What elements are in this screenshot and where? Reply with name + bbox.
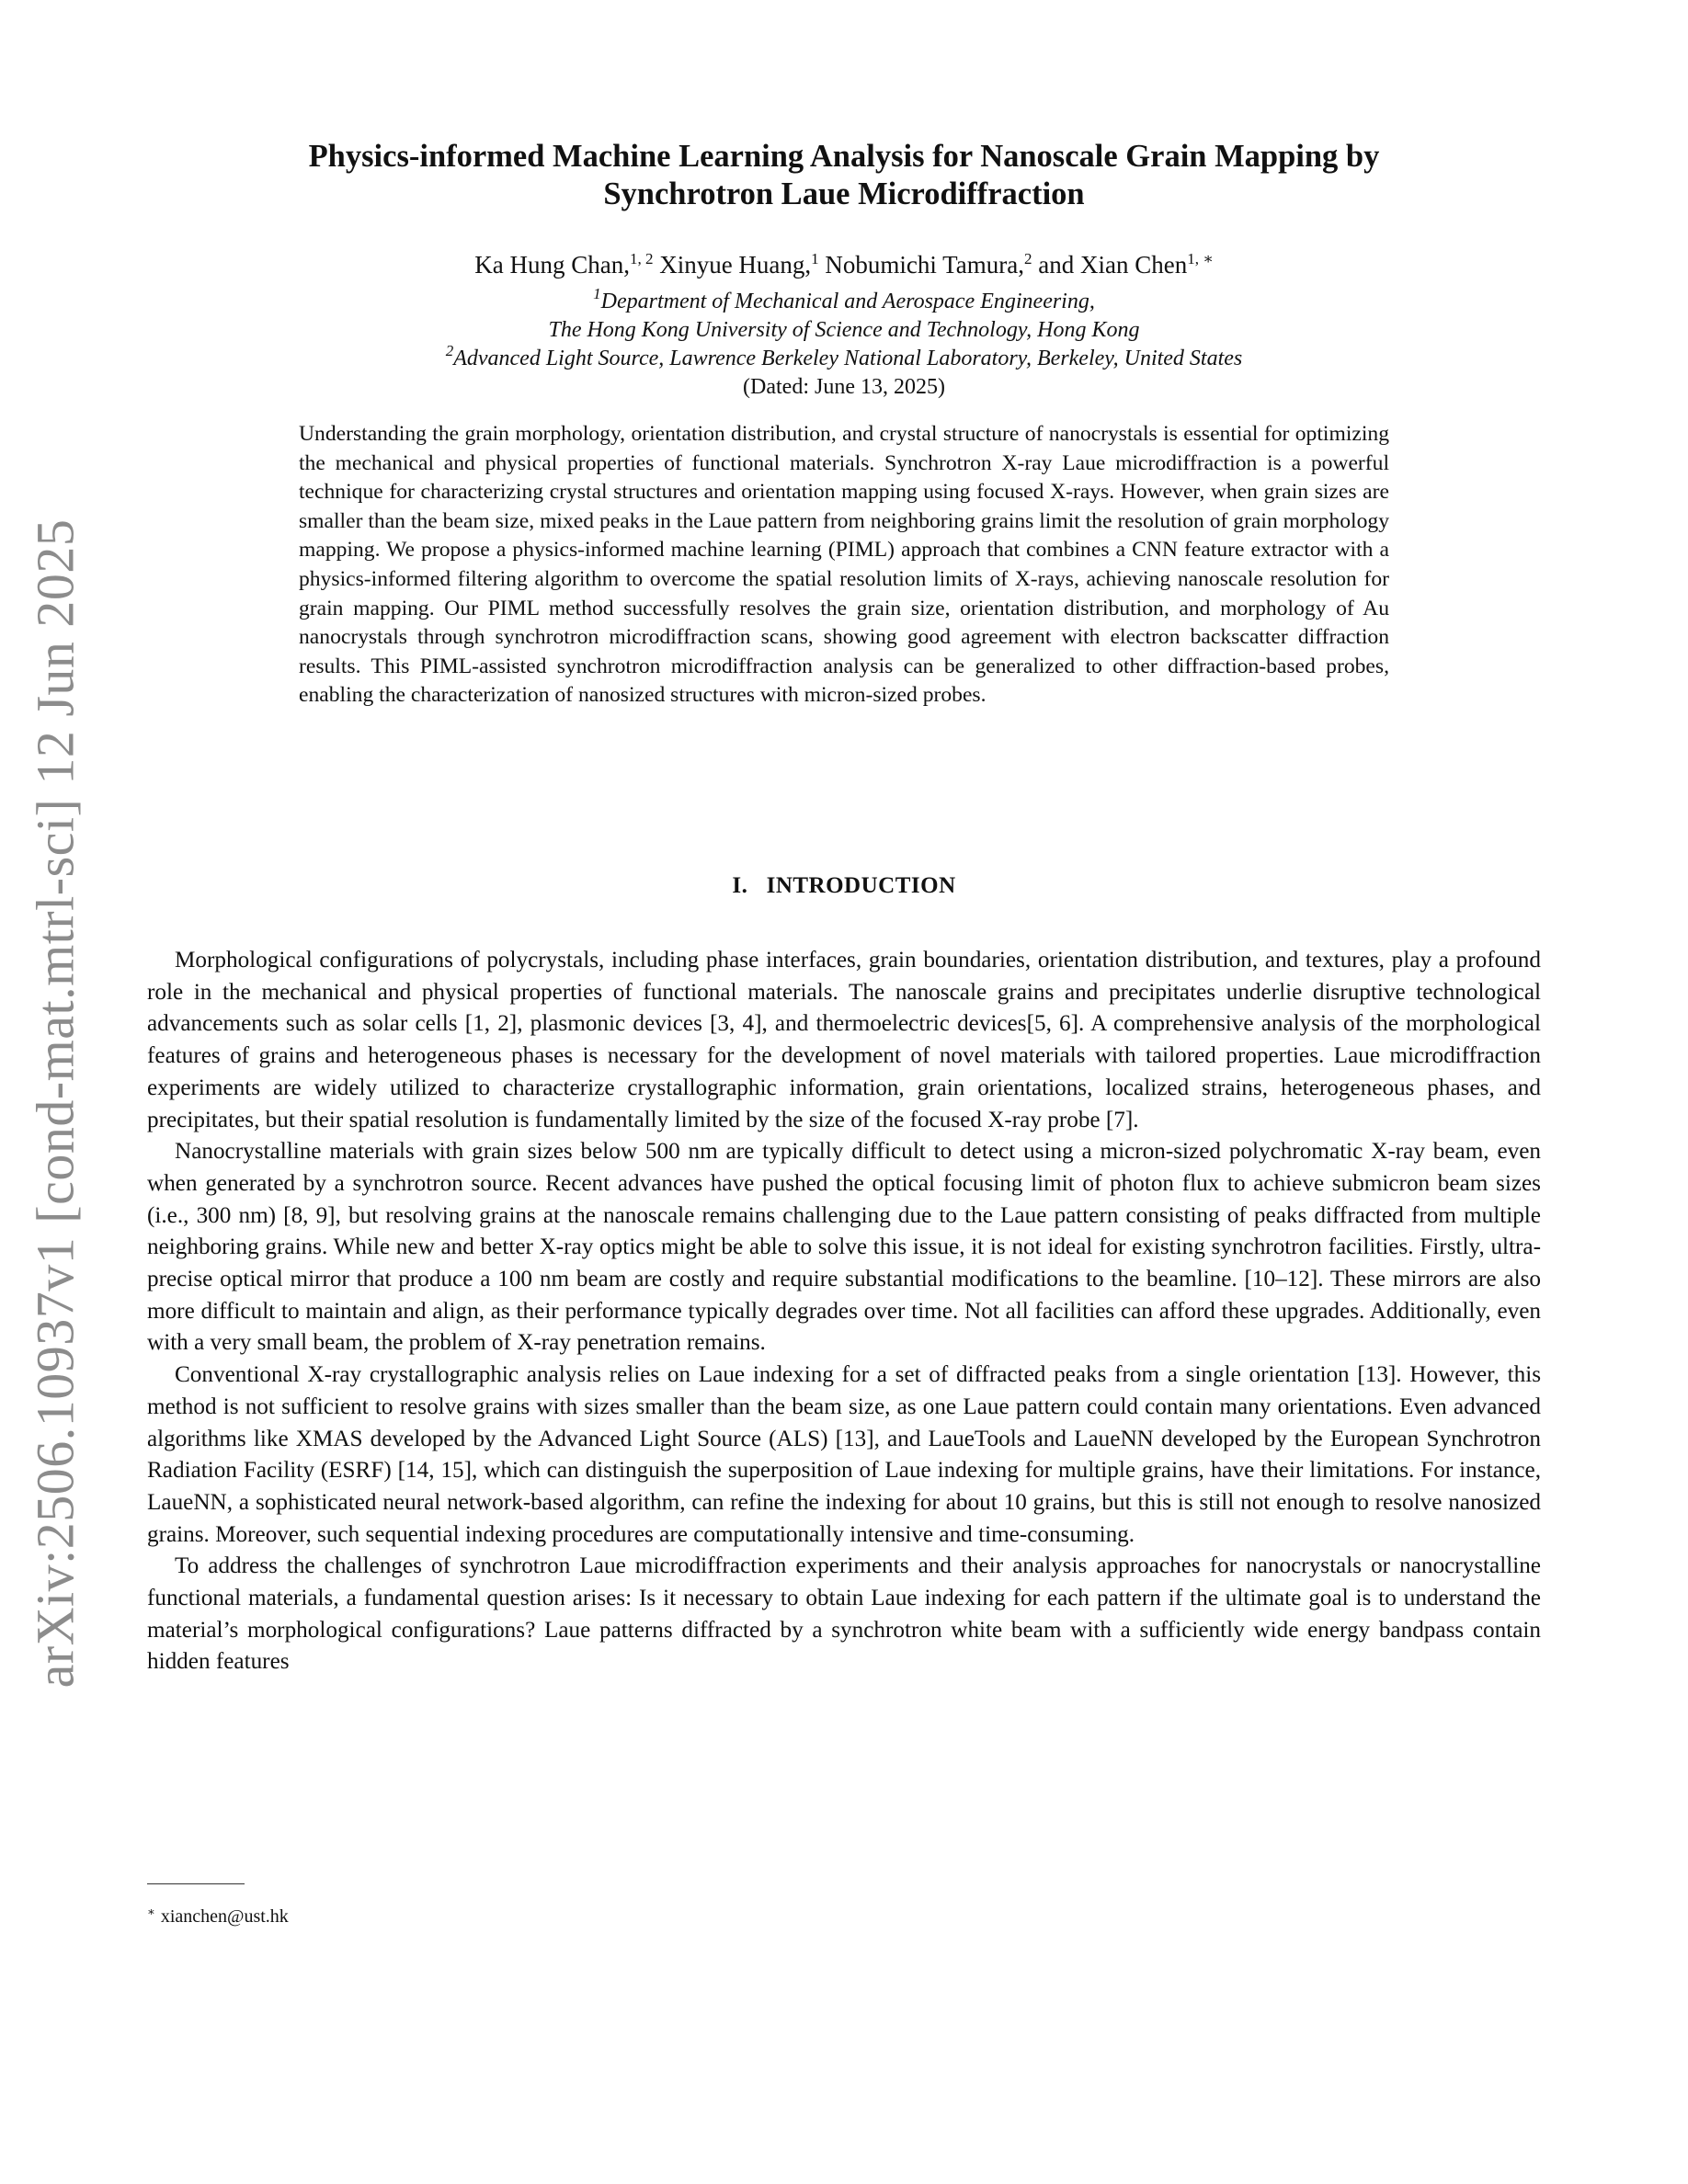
author-name: Ka Hung Chan, (474, 251, 630, 279)
footnote-divider (147, 1883, 245, 1884)
affiliation-1-text-continued: The Hong Kong University of Science and Technology, Hong Kong (548, 318, 1140, 342)
affiliation-2-text: Advanced Light Source, Lawrence Berkeley National Laboratory, Berkeley, United States (453, 347, 1243, 370)
affiliation-1-mark: 1 (593, 285, 601, 302)
arxiv-identifier-text: arXiv:2506.10937v1 [cond-mat.mtrl-sci] 12 Jun 2025 (25, 518, 86, 1688)
affiliation-2-mark: 2 (445, 342, 454, 359)
author-affiliation-mark: 1 (811, 250, 819, 267)
affiliation-2 (147, 342, 1541, 373)
author-affiliation-mark: 1, 2 (629, 250, 654, 267)
author-list (147, 249, 1541, 280)
footnote (147, 1905, 289, 1928)
author-affiliation-mark: 2 (1024, 250, 1032, 267)
body-paragraph: Nanocrystalline materials with grain sizes below 500 nm are typically difficult to detect using a micron-sized polychromatic X-ray beam, even when generated by a synchrotron source. Recent advances have pushed the optical focusing limit of photon flux to achieve submicron beam sizes (i.e., 300 nm) [8, 9], but resolving grains at the nanoscale remains challenging due to the Laue pattern consisting of peaks diffracted from multiple neighboring grains. While new and better X-ray optics might be able to solve this issue, it is not ideal for existing synchrotron facilities. Firstly, ultra-precise optical mirror that produce a 100 nm beam are costly and require substantial modifications to the beamline. [10–12]. These mirrors are also more difficult to maintain and align, as their performance typically degrades over time. Not all facilities can afford these upgrades. Additionally, even with a very small beam, the problem of X-ray penetration remains. (147, 1139, 1541, 1356)
section-title: INTRODUCTION (766, 873, 956, 898)
footnote-mark: ∗ (147, 1905, 155, 1918)
body-paragraph: Morphological configurations of polycrystals, including phase interfaces, grain boundaries, orientation distribution, and textures, play a profound role in the mechanical and physical properties of functional materials. The nanoscale grains and precipitates underlie disruptive technological advancements such as solar cells [1, 2], plasmonic devices [3, 4], and thermoelectric devices[5, 6]. A comprehensive analysis of the morphological features of grains and heterogeneous phases is necessary for the development of novel materials with tailored properties. Laue microdiffraction experiments are widely utilized to characterize crystallographic information, grain orientations, localized strains, heterogeneous phases, and precipitates, but their spatial resolution is fundamentally limited by the size of the focused X-ray probe [7]. (147, 948, 1541, 1132)
affiliation-1-line-1 (147, 285, 1541, 316)
paper-title (147, 138, 1541, 213)
paper-title-line-1: Physics-informed Machine Learning Analysis for Nanoscale Grain Mapping by (308, 139, 1380, 174)
dated-line: (Dated: June 13, 2025) (743, 375, 945, 399)
section-number: I. (732, 873, 748, 898)
author-name: Xinyue Huang, (659, 251, 812, 279)
abstract: Understanding the grain morphology, orientation distribution, and crystal structure of nanocrystals is essential for optimizing the mechanical and physical properties of functional materials. Synchrotron X-ray Laue microdiffraction is a powerful technique for characterizing crystal structures and orientation mapping using focused X-rays. However, when grain sizes are smaller than the beam size, mixed peaks in the Laue pattern from neighboring grains limit the resolution of grain morphology mapping. We propose a physics-informed machine learning (PIML) approach that combines a CNN feature extractor with a physics-informed filtering algorithm to overcome the spatial resolution limits of X-rays, achieving nanoscale resolution for grain mapping. Our PIML method successfully resolves the grain size, orientation distribution, and morphology of Au nanocrystals through synchrotron microdiffraction scans, showing good agreement with electron backscatter diffraction results. This PIML-assisted synchrotron microdiffraction analysis can be generalized to other diffraction-based probes, enabling the characterization of nanosized structures with micron-sized probes. (299, 422, 1389, 708)
body-paragraph: Conventional X-ray crystallographic analysis relies on Laue indexing for a set of diffracted peaks from a single orientation [13]. However, this method is not sufficient to resolve grains with sizes smaller than the beam size, as one Laue pattern could contain many orientations. Even advanced algorithms like XMAS developed by the Advanced Light Source (ALS) [13], and LaueTools and LaueNN developed by the European Synchrotron Radiation Facility (ESRF) [14, 15], which can distinguish the superposition of Laue indexing for multiple grains, have their limitations. For instance, LaueNN, a sophisticated neural network-based algorithm, can refine the indexing for about 10 grains, but this is still not enough to resolve nanosized grains. Moreover, such sequential indexing procedures are computationally intensive and time-consuming. (147, 1362, 1541, 1547)
author-affiliation-mark: 1, ∗ (1187, 250, 1214, 267)
affiliation-1-text: Department of Mechanical and Aerospace Engineering, (600, 290, 1095, 313)
body-paragraph: To address the challenges of synchrotron Laue microdiffraction experiments and their analysis approaches for nanocrystals or nanocrystalline functional materials, a fundamental question arises: Is it necessary to obtain Laue indexing for each pattern if the ultimate goal is to understand the material’s morphological configurations? Laue patterns diffracted by a synchrotron white beam with a sufficiently wide energy bandpass contain hidden features (147, 1553, 1541, 1675)
section-heading-introduction (147, 871, 1541, 901)
author-name: and Xian Chen (1038, 251, 1188, 279)
arxiv-identifier-stamp (18, 478, 92, 1728)
paper-title-line-2: Synchrotron Laue Microdiffraction (603, 176, 1085, 211)
author-name: Nobumichi Tamura, (825, 251, 1024, 279)
corresponding-author-email: xianchen@ust.hk (160, 1906, 289, 1927)
affiliation-1-line-2 (147, 316, 1541, 345)
introduction-body (147, 945, 1541, 1678)
